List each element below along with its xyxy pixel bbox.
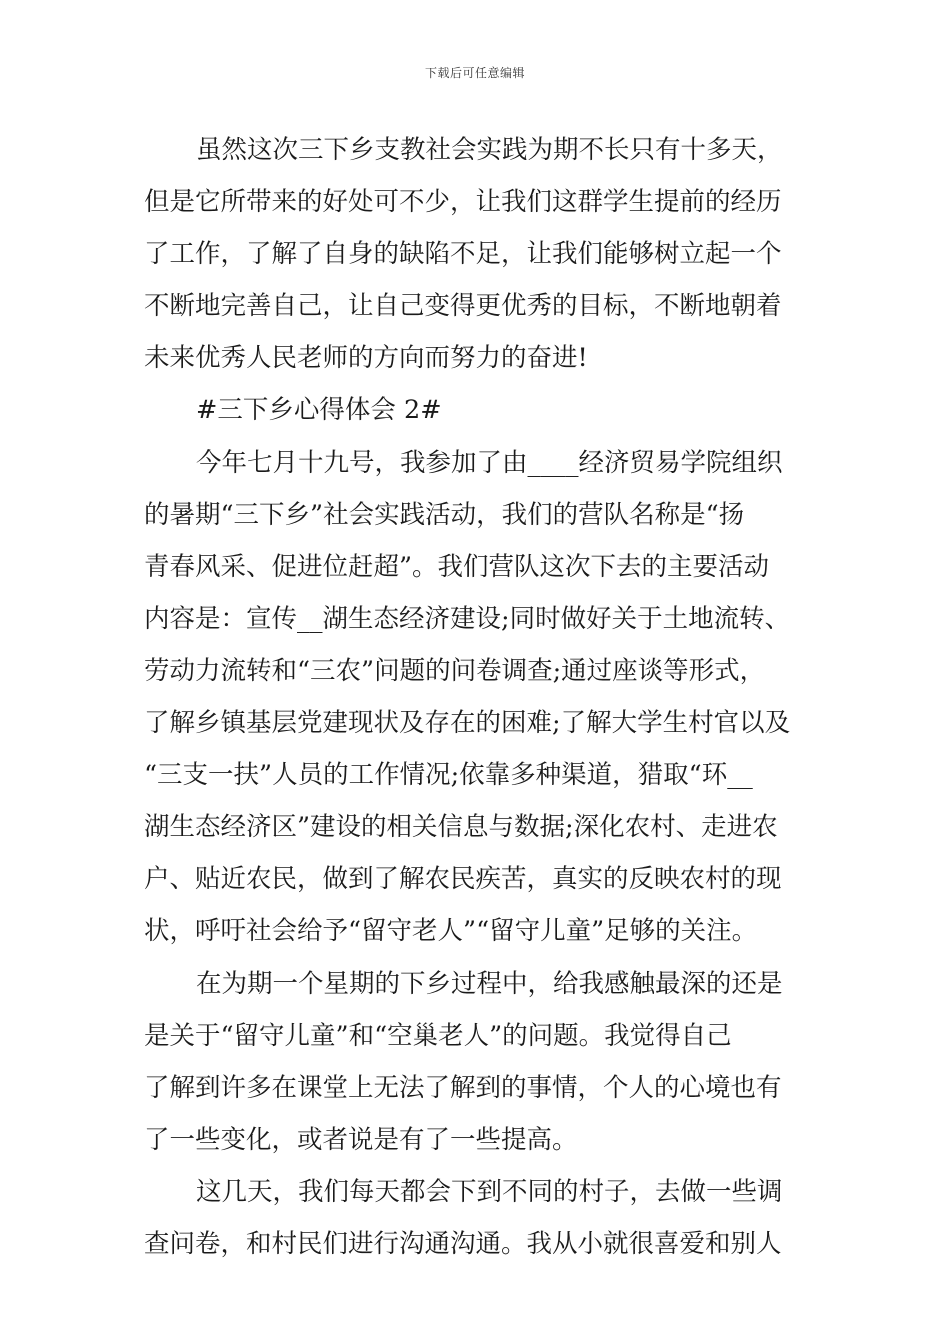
text-line: 在为期一个星期的下乡过程中，给我感触最深的还是 bbox=[196, 968, 783, 999]
text-line: 湖生态经济区”建设的相关信息与数据;深化农村、走进农 bbox=[144, 812, 778, 843]
text-line: 了一些变化，或者说是有了一些提高。 bbox=[144, 1124, 578, 1155]
text-line: 青春风采、促进位赶超”。我们营队这次下去的主要活动 bbox=[144, 551, 770, 582]
text-line: 了工作，了解了自身的缺陷不足，让我们能够树立起一个 bbox=[144, 239, 782, 270]
text-line: 今年七月十九号，我参加了由____经济贸易学院组织 bbox=[196, 447, 783, 478]
text-line: 劳动力流转和“三农”问题的问卷调查;通过座谈等形式， bbox=[144, 655, 766, 686]
text-line: 虽然这次三下乡支教社会实践为期不长只有十多天， bbox=[196, 135, 783, 165]
text-line: 这几天，我们每天都会下到不同的村子，去做一些调 bbox=[196, 1176, 783, 1207]
text-line: 但是它所带来的好处可不少，让我们这群学生提前的经历 bbox=[144, 187, 782, 218]
text-line: 未来优秀人民老师的方向而努力的奋进! bbox=[144, 343, 588, 374]
text-line: #三下乡心得体会 2# bbox=[196, 395, 442, 426]
text-line: 是关于“留守儿童”和“空巢老人”的问题。我觉得自己 bbox=[144, 1020, 732, 1051]
text-line: 状，呼吁社会给予“留守老人”“留守儿童”足够的关注。 bbox=[144, 916, 758, 947]
document-body bbox=[144, 124, 809, 1270]
header-note: 下载后可任意编辑 bbox=[424, 66, 525, 80]
text-line: 不断地完善自己，让自己变得更优秀的目标，不断地朝着 bbox=[144, 291, 782, 322]
text-line: 的暑期“三下乡”社会实践活动，我们的营队名称是“扬 bbox=[144, 499, 745, 530]
text-line: 内容是：宣传__湖生态经济建设;同时做好关于土地流转、 bbox=[144, 603, 791, 634]
text-line: 了解乡镇基层党建现状及存在的困难;了解大学生村官以及 bbox=[144, 708, 791, 739]
text-line: 户、贴近农民，做到了解农民疾苦，真实的反映农村的现 bbox=[144, 864, 782, 895]
text-line: “三支一扶”人员的工作情况;依靠多种渠道，猎取“环__ bbox=[144, 760, 753, 791]
text-line: 了解到许多在课堂上无法了解到的事情，个人的心境也有 bbox=[144, 1072, 782, 1103]
text-line: 查问卷，和村民们进行沟通沟通。我从小就很喜爱和别人 bbox=[144, 1228, 782, 1259]
